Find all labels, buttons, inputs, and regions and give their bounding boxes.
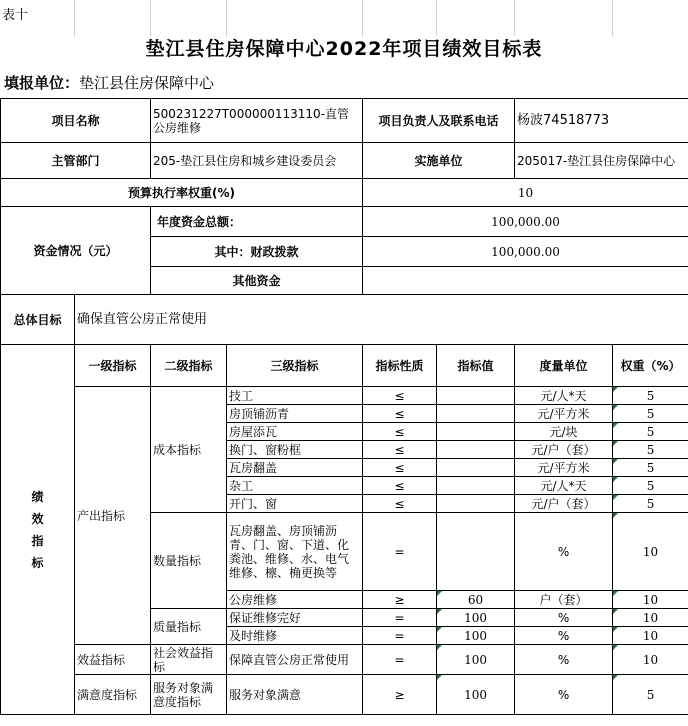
row-value [437,405,515,423]
row-unit: % [515,627,613,645]
overall-goal-value: 确保直管公房正常使用 [75,295,688,345]
table-tag: 表十 [2,8,29,23]
sheet-gridline [514,0,515,36]
group-social: 社会效益指标 [151,645,227,675]
row-nature: ≤ [363,495,437,513]
table-row [1,295,688,345]
other-funds-label: 其他资金 [151,267,363,295]
budget-rate-value: 10 [363,179,688,207]
row-unit: 元/户（套） [515,495,613,513]
row-name: 瓦房翻盖、房顶铺沥青、门、窗、下道、化粪池、维修、水、电气维修、檩、桷更换等 [227,513,363,591]
row-value: 100 [437,627,515,645]
row-nature: ≤ [363,423,437,441]
row-weight: 10 [613,645,688,675]
table-row [1,143,688,179]
row-unit: 元/平方米 [515,405,613,423]
group-benefit: 效益指标 [75,645,151,675]
row-value: 100 [437,675,515,715]
row-weight: 5 [613,675,688,715]
group-cost: 成本指标 [151,387,227,513]
row-name: 保证维修完好 [227,609,363,627]
row-name: 房顶铺沥青 [227,405,363,423]
row-weight: 5 [613,495,688,513]
row-weight: 5 [613,405,688,423]
table-row [1,179,688,207]
row-weight: 10 [613,609,688,627]
sheet-gridline [362,0,363,36]
impl-label: 实施单位 [363,143,515,179]
leader-label: 项目负责人及联系电话 [363,99,515,143]
annual-total-label: 年度资金总额： [151,207,363,237]
row-name: 换门、窗粉框 [227,441,363,459]
row-weight: 5 [613,441,688,459]
row-name: 保障直管公房正常使用 [227,645,363,675]
row-nature: = [363,513,437,591]
row-name: 瓦房翻盖 [227,459,363,477]
group-quantity: 数量指标 [151,513,227,609]
row-weight: 5 [613,387,688,405]
row-nature: ≤ [363,477,437,495]
row-unit: 元/平方米 [515,459,613,477]
row-name: 杂工 [227,477,363,495]
col-header-level3: 三级指标 [227,345,363,387]
overall-goal-label: 总体目标 [1,295,75,345]
row-name: 及时维修 [227,627,363,645]
group-output: 产出指标 [75,387,151,645]
row-name: 服务对象满意 [227,675,363,715]
row-value [437,423,515,441]
fiscal-label: 其中：财政拨款 [151,237,363,267]
table-row [1,675,688,715]
dept-label: 主管部门 [1,143,151,179]
row-unit: % [515,675,613,715]
row-nature: ≤ [363,441,437,459]
table-row [1,387,688,405]
row-unit: % [515,609,613,627]
dept-value: 205-垫江县住房和城乡建设委员会 [151,143,363,179]
leader-value: 杨波74518773 [515,99,688,143]
project-name-label: 项目名称 [1,99,151,143]
table-row [1,99,688,143]
row-value [437,477,515,495]
row-unit: 元/人*天 [515,387,613,405]
reporting-unit-value: 垫江县住房保障中心 [79,74,215,92]
page-title: 垫江县住房保障中心2022年项目绩效目标表 [145,38,543,60]
row-weight: 10 [613,627,688,645]
col-header-level1: 一级指标 [75,345,151,387]
performance-table [0,98,688,715]
row-name: 公房维修 [227,591,363,609]
perf-indicator-label: 绩效指标 [1,345,75,715]
impl-value: 205017-垫江县住房保障中心 [515,143,688,179]
row-nature: = [363,645,437,675]
row-nature: ≥ [363,591,437,609]
group-quality: 质量指标 [151,609,227,645]
funds-label: 资金情况（元） [1,207,151,295]
row-weight: 10 [613,513,688,591]
group-satisfaction: 满意度指标 [75,675,151,715]
row-value [437,495,515,513]
project-name-value: 500231227T000000113110-直管公房维修 [151,99,363,143]
col-header-weight: 权重（%） [613,345,688,387]
row-value: 100 [437,609,515,627]
row-unit: % [515,645,613,675]
group-service: 服务对象满意度指标 [151,675,227,715]
row-nature: = [363,609,437,627]
row-name: 开门、窗 [227,495,363,513]
reporting-unit-label: 填报单位： [4,74,80,92]
row-unit: % [515,513,613,591]
row-value [437,459,515,477]
row-value: 100 [437,645,515,675]
row-weight: 5 [613,459,688,477]
row-weight: 5 [613,477,688,495]
row-unit: 户（套） [515,591,613,609]
col-header-value: 指标值 [437,345,515,387]
table-row [1,207,688,237]
sheet-gridline [226,0,227,36]
row-nature: ≤ [363,459,437,477]
row-value: 60 [437,591,515,609]
row-unit: 元/块 [515,423,613,441]
other-funds-value [363,267,688,295]
table-row [1,645,688,675]
row-unit: 元/户（套） [515,441,613,459]
budget-rate-label: 预算执行率权重(%) [1,179,363,207]
row-weight: 5 [613,423,688,441]
annual-total-value: 100,000.00 [363,207,688,237]
row-value [437,387,515,405]
row-name: 技工 [227,387,363,405]
col-header-unit: 度量单位 [515,345,613,387]
reporting-unit [4,72,214,93]
row-unit: 元/人*天 [515,477,613,495]
sheet-gridline [74,0,75,36]
row-name: 房屋添瓦 [227,423,363,441]
row-value [437,513,515,591]
row-value [437,441,515,459]
col-header-level2: 二级指标 [151,345,227,387]
fiscal-value: 100,000.00 [363,237,688,267]
col-header-nature: 指标性质 [363,345,437,387]
table-header-row [1,345,688,387]
sheet-gridline [436,0,437,36]
row-weight: 10 [613,591,688,609]
sheet-gridline [150,0,151,36]
sheet-gridline [612,0,613,36]
row-nature: = [363,627,437,645]
row-nature: ≤ [363,405,437,423]
row-nature: ≥ [363,675,437,715]
row-nature: ≤ [363,387,437,405]
